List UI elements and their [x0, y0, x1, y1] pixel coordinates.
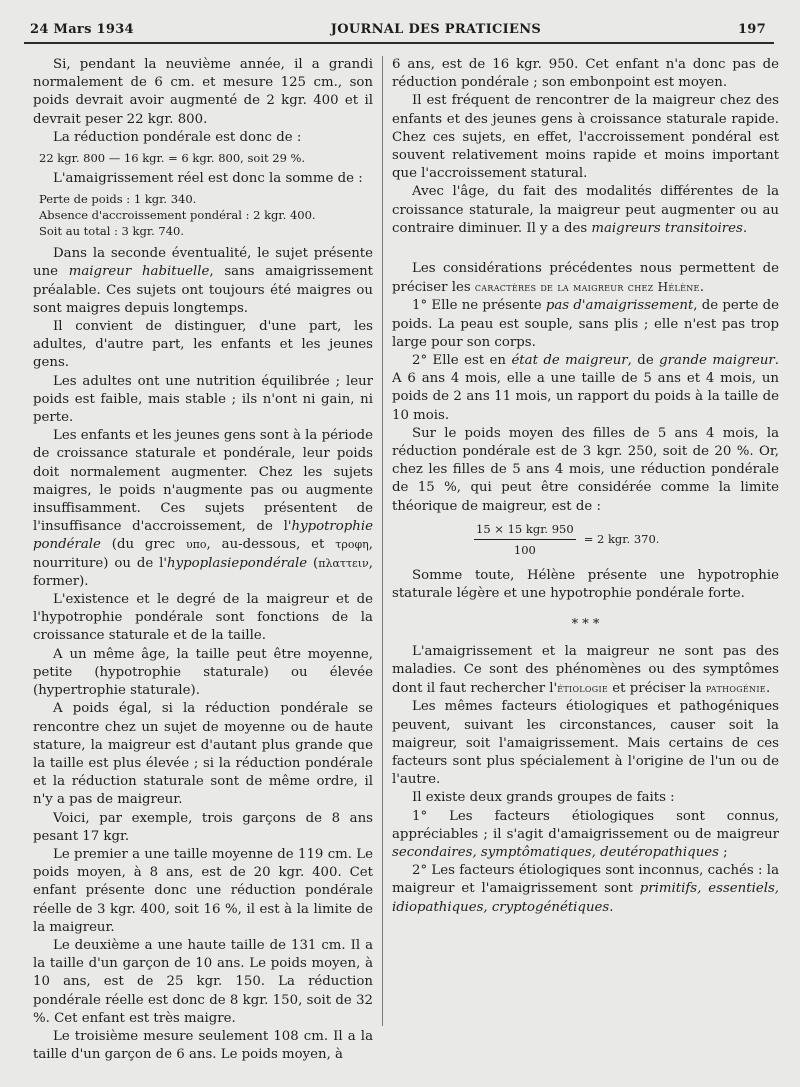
list-item: Soit au total : 3 kgr. 740.: [39, 224, 185, 239]
paragraph: L'existence et le degré de la maigreur et de l'hypotrophie pondérale sont fonctions de la croissance staturale et de la taille.: [33, 592, 373, 644]
paragraph: Les enfants et les jeunes gens sont à la période de croissance staturale et pondérale, leur poids doit normalement augmenter. Chez les sujets maigres, le poids n'augmente pas ou augmente insuffisamment. Ces sujets présentent de l'insuffisance d'accroissement, de l'hypotrophie pondérale (du grec υπο, au-dessous, et τροφη, nourriture) ou de l'hypoplasiepondérale (πλαττειν, former).: [33, 428, 373, 589]
fraction-result: = 2 kgr. 370.: [583, 532, 660, 547]
fraction-numerator: 15 × 15 kgr. 950: [474, 520, 576, 540]
paragraph: Dans la seconde éventualité, le sujet présente une maigreur habituelle, sans amaigrissement préalable. Ces sujets ont toujours été maigres ou sont maigres depuis longtemps.: [33, 246, 373, 316]
paragraph: Le premier a une taille moyenne de 119 cm. Le poids moyen, à 8 ans, est de 20 kgr. 400. Cet enfant présente donc une réduction pondérale réelle de 3 kgr. 400, soit 16 %, il est à la limite de la maigreur.: [33, 846, 373, 935]
paragraph: 2° Les facteurs étiologiques sont inconnus, cachés : la maigreur et l'amaigrissement sont primitifs, essentiels, idiopathiques, cryptogénétiques.: [392, 863, 780, 915]
paragraph: A poids égal, si la réduction pondérale se rencontre chez un sujet de moyenne ou de haute stature, la maigreur est d'autant plus grande que la taille est plus élevée ; si la réduction pondérale et la réduction staturale sont de même ordre, il n'y a pas de maigreur.: [33, 701, 373, 808]
right-column: [392, 56, 779, 917]
paragraph: Il convient de distinguer, d'une part, les adultes, d'autre part, les enfants et les jeunes gens.: [33, 319, 373, 371]
paragraph: 1° Elle ne présente pas d'amaigrissement, de perte de poids. La peau est souple, sans plis ; elle n'est pas trop large pour son corps.: [392, 298, 779, 350]
fraction-formula: [474, 520, 779, 559]
header-date: 24 Mars 1934: [30, 21, 134, 37]
paragraph: Les mêmes facteurs étiologiques et pathogéniques peuvent, suivant les circonstances, causer soit la maigreur, soit l'amaigrissement. Mais certains de ces facteurs sont plus spécialement à l'origine de l'un ou de l'autre.: [392, 699, 779, 788]
paragraph: 6 ans, est de 16 kgr. 950. Cet enfant n'a donc pas de réduction pondérale ; son embonpoint est moyen.: [392, 57, 779, 91]
header-journal-title: JOURNAL DES PRATICIENS: [330, 21, 542, 37]
fraction-denominator: 100: [513, 543, 536, 558]
paragraph: Le troisième mesure seulement 108 cm. Il a la taille d'un garçon de 6 ans. Le poids moyen, à: [33, 1028, 373, 1063]
header-rule: [24, 42, 774, 44]
paragraph: 2° Elle est en état de maigreur, de grande maigreur. A 6 ans 4 mois, elle a une taille de 5 ans et 4 mois, un poids de 2 ans 11 mois, un rapport du poids à la taille de 10 mois.: [392, 353, 780, 423]
paragraph: Avec l'âge, du fait des modalités différentes de la croissance staturale, la maigreur peut augmenter ou au contraire diminuer. Il y a des maigreurs transitoires.: [392, 184, 779, 236]
paragraph: Le deuxième a une haute taille de 131 cm. Il a la taille d'un garçon de 10 ans. Le poids moyen, à 10 ans, est de 25 kgr. 150. La réduction pondérale réelle est donc de 8 kgr. 150, soit de 32 %. Cet enfant est très maigre.: [33, 937, 373, 1026]
paragraph: L'amaigrissement et la maigreur ne sont pas des maladies. Ce sont des phénomènes ou des symptômes dont il faut rechercher l'étiologie et préciser la pathogénie.: [392, 643, 779, 697]
paragraph: Voici, par exemple, trois garçons de 8 ans pesant 17 kgr.: [33, 810, 373, 844]
section-asterism: * * *: [571, 616, 600, 632]
paragraph: Somme toute, Hélène présente une hypotrophie staturale légère et une hypotrophie pondérale forte.: [392, 568, 779, 602]
paragraph: L'amaigrissement réel est donc la somme de :: [53, 171, 363, 187]
header-page-number: 197: [737, 21, 766, 37]
weight-list: [33, 191, 373, 239]
list-item: Absence d'accroissement pondéral : 2 kgr. 400.: [39, 208, 316, 223]
paragraph: Il est fréquent de rencontrer de la maigreur chez des enfants et des jeunes gens à croissance staturale rapide. Chez ces sujets, en effet, l'accroissement pondéral est souvent relativement moins rapide et moins important que l'accroissement statural.: [392, 93, 779, 182]
paragraph: Il existe deux grands groupes de faits :: [412, 790, 675, 806]
paragraph: 1° Les facteurs étiologiques sont connus, appréciables ; il s'agit d'amaigrissement ou de maigreur secondaires, symptômatiques, deutéropathiques ;: [392, 808, 779, 860]
paragraph: Les considérations précédentes nous permettent de préciser les caractères de la maigreur chez Hélène.: [392, 261, 779, 296]
paragraph: La réduction pondérale est donc de :: [53, 129, 302, 145]
paragraph: Sur le poids moyen des filles de 5 ans 4 mois, la réduction pondérale est de 3 kgr. 250, soit de 20 %. Or, chez les filles de 5 ans 4 mois, une réduction pondérale de 15 %, qui peut être considérée comme la limite théorique de maigreur, est de :: [392, 425, 779, 514]
formula: 22 kgr. 800 — 16 kgr. = 6 kgr. 800, soit 29 %.: [39, 151, 306, 166]
list-item: Perte de poids : 1 kgr. 340.: [39, 192, 197, 207]
column-divider: [382, 56, 383, 1026]
left-column: [33, 56, 373, 1064]
paragraph: Si, pendant la neuvième année, il a grandi normalement de 6 cm. et mesure 125 cm., son poids devrait avoir augmenté de 2 kgr. 400 et il devrait peser 22 kgr. 800.: [33, 57, 373, 127]
paragraph: Les adultes ont une nutrition équilibrée ; leur poids est faible, mais stable ; ils n'ont ni gain, ni perte.: [33, 373, 373, 426]
running-header: [30, 18, 766, 40]
paragraph: A un même âge, la taille peut être moyenne, petite (hypotrophie staturale) ou élevée (hypertrophie staturale).: [33, 646, 373, 699]
